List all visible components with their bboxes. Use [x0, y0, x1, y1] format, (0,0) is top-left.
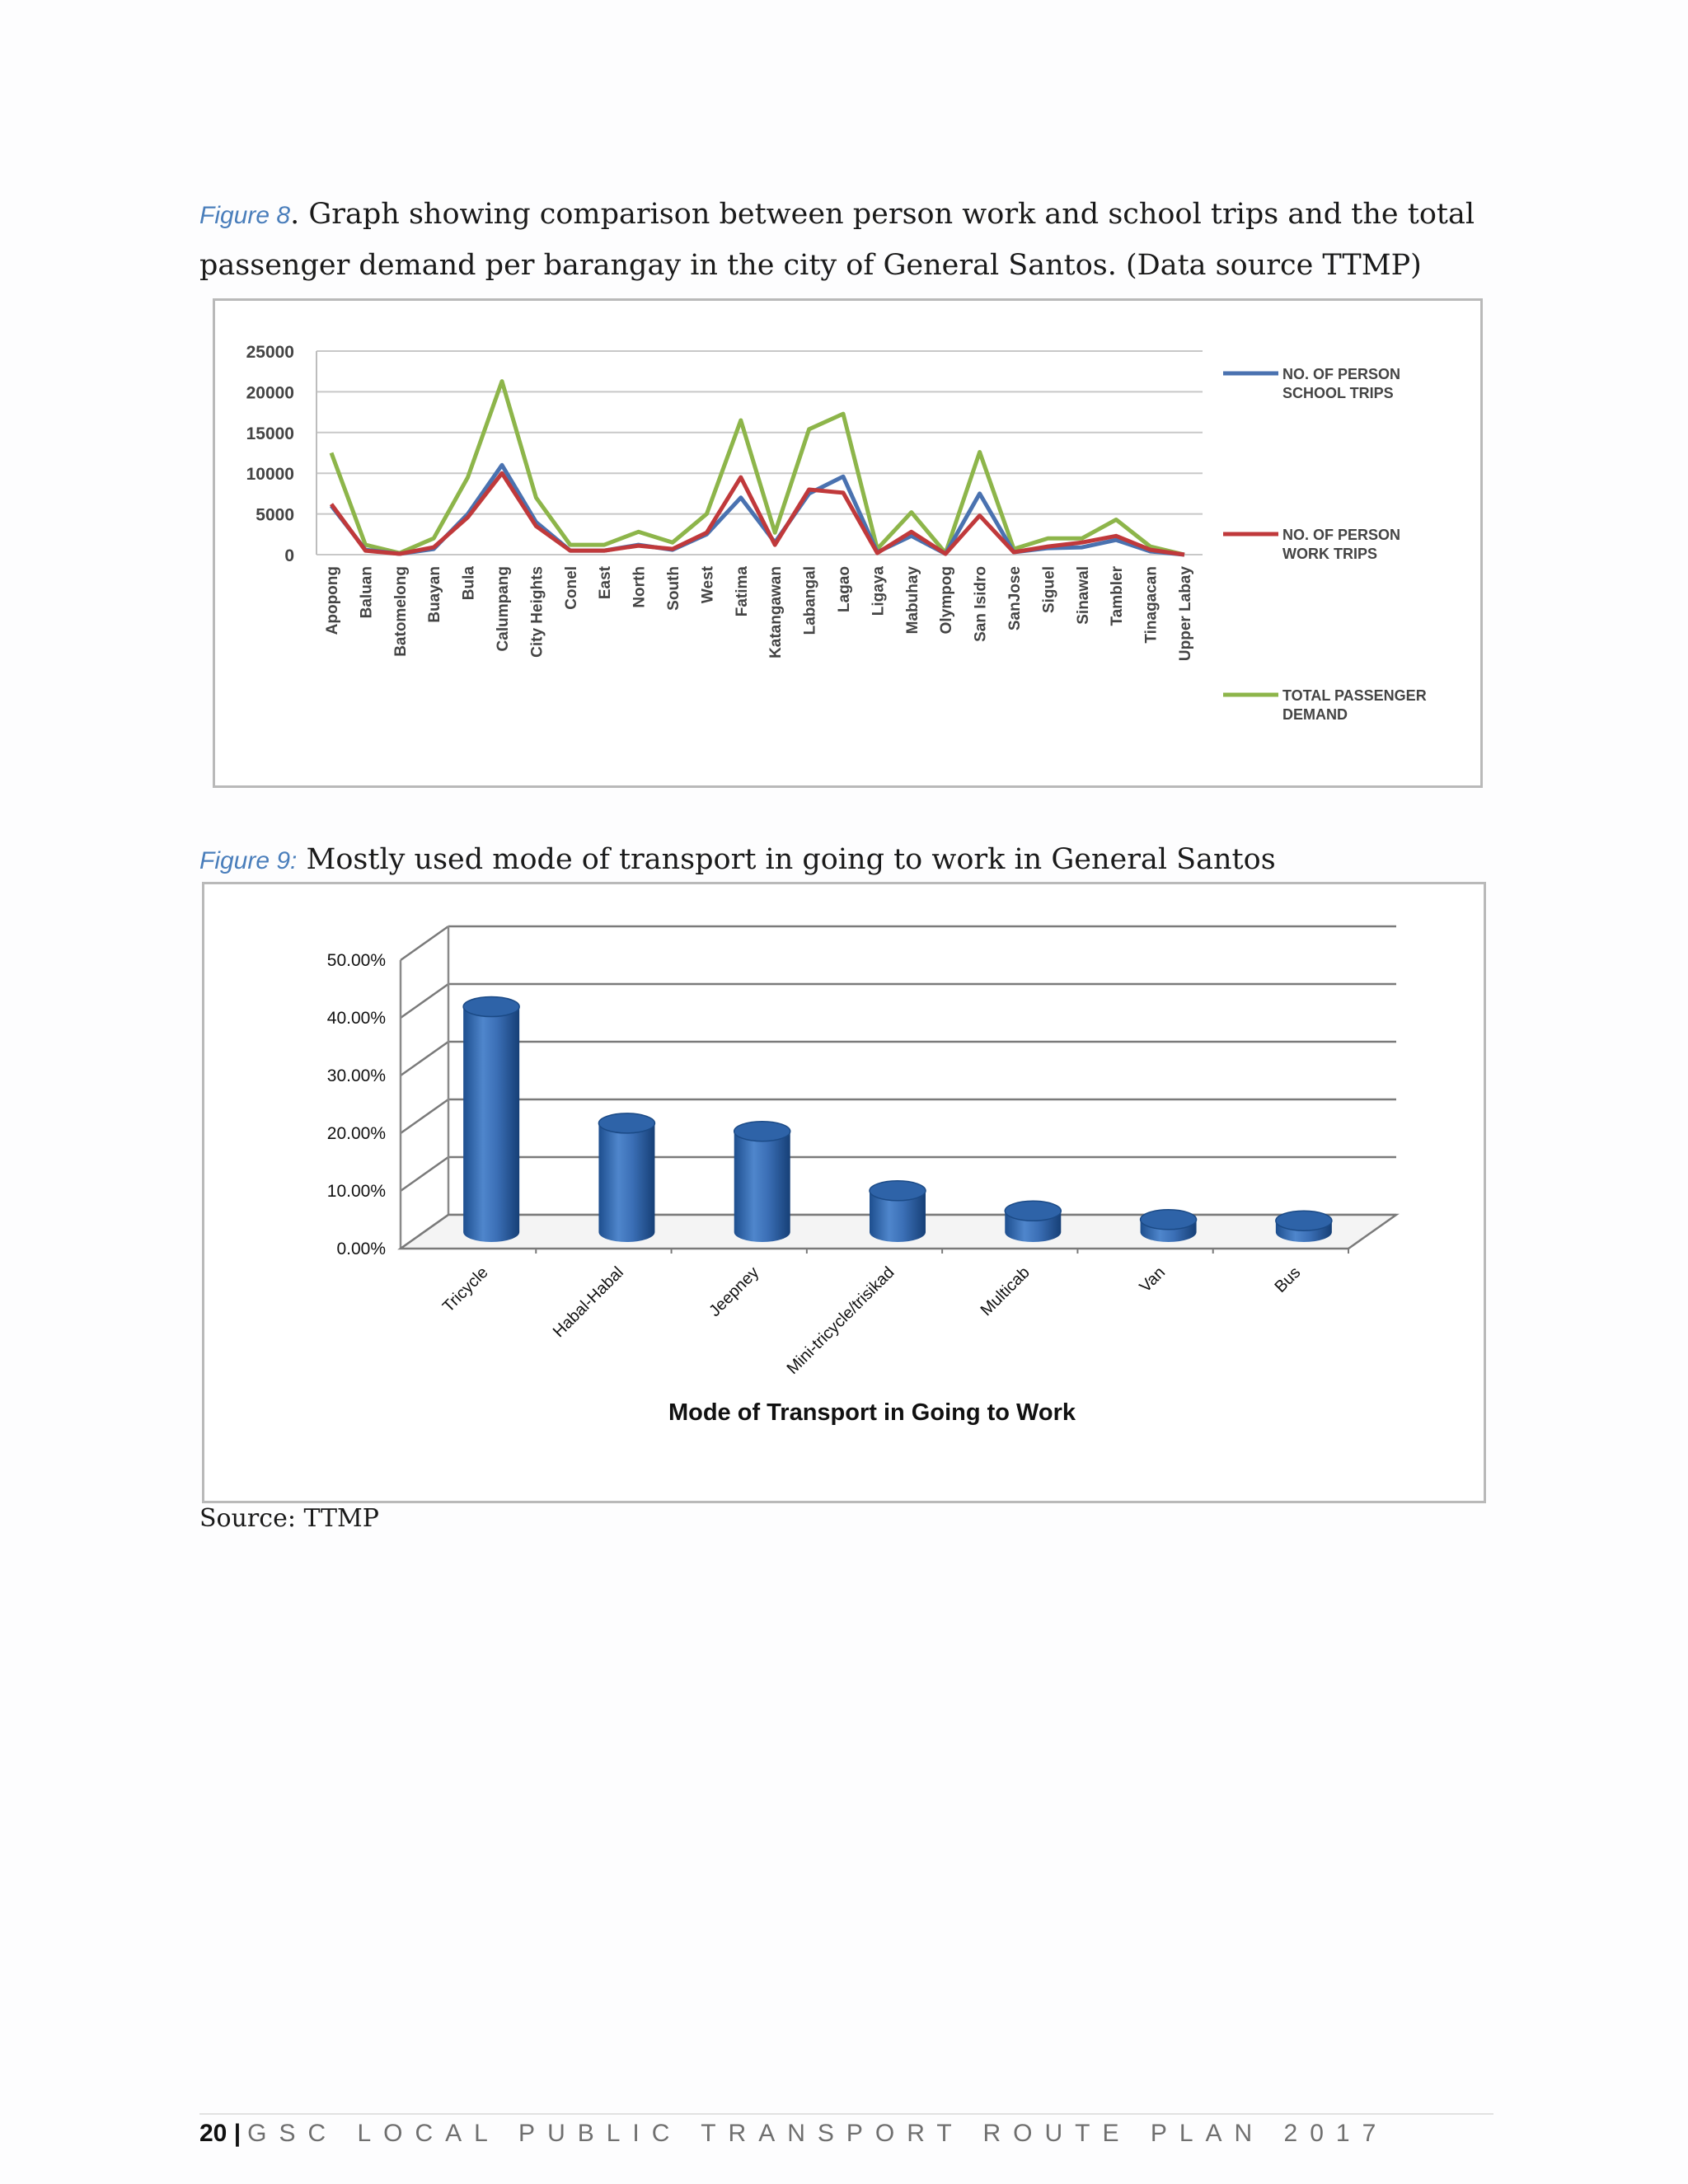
y-tick-label: 40.00%	[326, 1009, 386, 1028]
bar-jeepney	[734, 1122, 790, 1242]
bar-body-habal-habal	[598, 1123, 654, 1242]
y-tick-label: 20.00%	[326, 1124, 386, 1143]
y-tick-label: 5000	[256, 505, 294, 525]
figure-9-caption-text: Mostly used mode of transport in going to work in General Santos	[297, 843, 1276, 876]
x-tick-label-labangal: Labangal	[801, 566, 819, 635]
x-tick-label-bus: Bus	[1271, 1263, 1305, 1296]
gridline-diagonal	[401, 984, 448, 1018]
legend-label-total-passenger-demand: TOTAL PASSENGER DEMAND	[1282, 687, 1427, 723]
x-tick-label-south: South	[665, 566, 682, 611]
x-tick-label-apopong: Apopong	[324, 566, 341, 635]
bar-body-tricycle	[463, 1007, 519, 1243]
x-tick-label-multicab: Multicab	[977, 1263, 1034, 1320]
legend-label-no-of-person-school-trips: NO. OF PERSON SCHOOL TRIPS	[1282, 366, 1401, 401]
x-tick-label-mini-tricycle-trisikad: Mini-tricycle/trisikad	[783, 1263, 898, 1378]
y-tick-label: 10.00%	[326, 1182, 386, 1201]
x-tick-label-tricycle: Tricycle	[438, 1263, 492, 1316]
legend-label-no-of-person-work-trips: NO. OF PERSON WORK TRIPS	[1282, 527, 1401, 562]
x-tick-label-sinawal: Sinawal	[1074, 566, 1092, 625]
bar-top-bus	[1276, 1211, 1332, 1230]
x-tick-label-habal-habal: Habal-Habal	[549, 1263, 627, 1342]
figure-8-chart-frame	[213, 298, 1483, 788]
x-tick-label-west: West	[699, 566, 717, 604]
y-tick-label: 25000	[246, 343, 294, 362]
page-footer	[199, 2120, 1388, 2148]
y-tick-label: 20000	[246, 383, 294, 403]
x-tick-label-tambler: Tambler	[1109, 566, 1127, 626]
x-tick-label-east: East	[597, 566, 615, 600]
x-tick-label-van: Van	[1136, 1263, 1170, 1296]
x-axis-title: Mode of Transport in Going to Work	[668, 1399, 1076, 1426]
bar-bus	[1276, 1211, 1332, 1242]
bar-habal-habal	[598, 1113, 654, 1242]
x-tick-label-jeepney: Jeepney	[706, 1263, 763, 1321]
document-title: GSC LOCAL PUBLIC TRANSPORT ROUTE PLAN 2017	[247, 2120, 1389, 2147]
page-number: 20 |	[199, 2120, 241, 2147]
bar-top-tricycle	[463, 997, 519, 1017]
x-tick-label-tinagacan: Tinagacan	[1142, 566, 1160, 644]
bar-tricycle	[463, 997, 519, 1243]
bar-body-jeepney	[734, 1132, 790, 1242]
x-tick-label-fatima: Fatima	[733, 566, 751, 617]
x-tick-label-batomelong: Batomelong	[392, 566, 410, 657]
x-tick-label-siguel: Siguel	[1040, 566, 1058, 614]
gridline-diagonal	[401, 1099, 448, 1133]
bar-multicab	[1005, 1201, 1061, 1242]
x-tick-label-buayan: Buayan	[426, 566, 444, 623]
gridline-diagonal	[401, 1157, 448, 1191]
x-tick-label-ligaya: Ligaya	[870, 566, 888, 616]
y-tick-label: 30.00%	[326, 1066, 386, 1085]
y-tick-label: 10000	[246, 465, 294, 485]
bar-chart	[204, 884, 1484, 1501]
x-tick-label-upper-labay: Upper Labay	[1177, 566, 1194, 662]
bar-mini-tricycle-trisikad	[870, 1181, 926, 1242]
x-tick-label-katangawan: Katangawan	[767, 566, 785, 658]
gridline-diagonal	[401, 926, 448, 960]
footer-divider	[199, 2113, 1493, 2115]
x-tick-label-conel: Conel	[562, 566, 580, 610]
x-tick-label-bula: Bula	[460, 566, 478, 601]
y-tick-label: 0.00%	[336, 1240, 386, 1258]
bar-top-habal-habal	[598, 1113, 654, 1133]
x-tick-label-olympog: Olympog	[938, 566, 956, 635]
x-tick-label-lagao: Lagao	[836, 566, 853, 612]
x-tick-label-sanjose: SanJose	[1006, 566, 1024, 631]
x-tick-label-north: North	[631, 566, 649, 608]
source-note: Source: TTMP	[199, 1504, 379, 1533]
bar-van	[1141, 1210, 1197, 1242]
bar-top-multicab	[1005, 1201, 1061, 1221]
x-tick-label-mabuhay: Mabuhay	[903, 566, 921, 635]
x-tick-label-san-isidro: San Isidro	[972, 566, 990, 642]
bar-top-jeepney	[734, 1122, 790, 1141]
y-tick-label: 50.00%	[326, 951, 386, 970]
figure-9-label: Figure 9:	[199, 847, 298, 874]
figure-8-caption-text: . Graph showing comparison between person work and school trips and the total passenger demand per barangay in the city of General Santos. (Data source TTMP)	[199, 198, 1475, 282]
figure-9-caption	[199, 835, 1485, 886]
figure-8-label: Figure 8	[199, 202, 291, 229]
figure-8-caption	[199, 190, 1485, 291]
x-tick-label-baluan: Baluan	[358, 566, 376, 619]
gridline-diagonal	[401, 1042, 448, 1076]
y-tick-label: 0	[284, 546, 294, 565]
bar-top-mini-tricycle-trisikad	[870, 1181, 926, 1201]
series-line-total-passenger-demand	[331, 382, 1184, 555]
x-tick-label-calumpang: Calumpang	[495, 566, 512, 652]
y-tick-label: 15000	[246, 424, 294, 443]
bar-top-van	[1141, 1210, 1197, 1230]
line-chart	[215, 301, 1480, 785]
figure-9-chart-frame	[202, 882, 1486, 1503]
x-tick-label-city-heights: City Heights	[528, 566, 546, 658]
